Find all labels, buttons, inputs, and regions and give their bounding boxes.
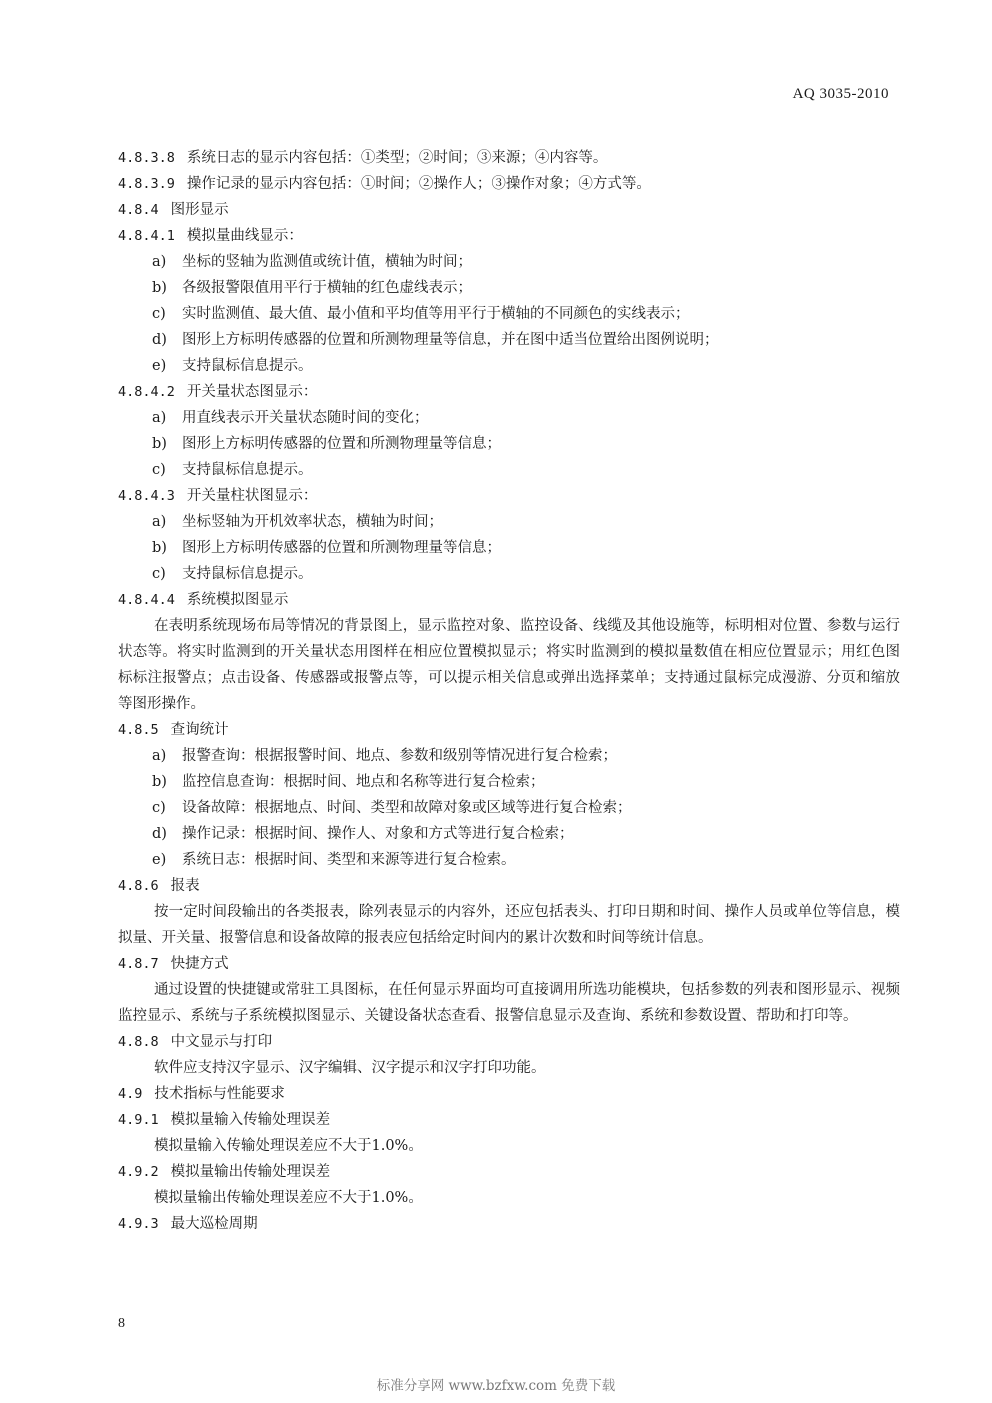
list-marker: c) bbox=[152, 462, 166, 478]
paragraph: 通过设置的快捷键或常驻工具图标，在任何显示界面均可直接调用所选功能模块，包括参数的列表和图形显示、视频监控显示、系统与子系统模拟图显示、关键设备状态查看、报警信息显示及查询、系统和参数设置、帮助和打印等。 bbox=[118, 982, 900, 1024]
list-item bbox=[118, 509, 900, 535]
section-heading bbox=[118, 1029, 900, 1055]
section-title: 模拟量输入传输处理误差 bbox=[170, 1112, 331, 1128]
list-item bbox=[118, 561, 900, 587]
list-item-text: 各级报警限值用平行于横轴的红色虚线表示； bbox=[182, 280, 472, 296]
section-heading bbox=[118, 223, 900, 249]
section-number: 4.8.3.8 bbox=[118, 150, 175, 166]
section-title: 快捷方式 bbox=[170, 956, 229, 972]
section-title: 图形显示 bbox=[170, 202, 229, 218]
list-item-text: 用直线表示开关量状态随时间的变化； bbox=[182, 410, 429, 426]
section-number: 4.8.4.1 bbox=[118, 228, 175, 244]
section-number: 4.8.5 bbox=[118, 722, 159, 738]
list-item-text: 监控信息查询：根据时间、地点和名称等进行复合检索； bbox=[182, 774, 545, 790]
section-title: 技术指标与性能要求 bbox=[154, 1086, 285, 1102]
document-body bbox=[118, 145, 900, 1237]
section-title: 系统日志的显示内容包括：①类型；②时间；③来源；④内容等。 bbox=[186, 150, 608, 166]
section-number: 4.8.4.2 bbox=[118, 384, 175, 400]
standard-code: AQ 3035-2010 bbox=[792, 86, 889, 102]
section-title: 操作记录的显示内容包括：①时间；②操作人；③操作对象；④方式等。 bbox=[186, 176, 651, 192]
list-item-text: 图形上方标明传感器的位置和所测物理量等信息； bbox=[182, 436, 501, 452]
list-marker: c) bbox=[152, 306, 166, 322]
list-item-text: 设备故障：根据地点、时间、类型和故障对象或区域等进行复合检索； bbox=[182, 800, 632, 816]
list-item bbox=[118, 275, 900, 301]
section-heading bbox=[118, 171, 900, 197]
list-marker: b) bbox=[152, 774, 167, 790]
list-item-text: 操作记录：根据时间、操作人、对象和方式等进行复合检索； bbox=[182, 826, 574, 842]
section-number: 4.9.1 bbox=[118, 1112, 159, 1128]
section-number: 4.9 bbox=[118, 1086, 143, 1102]
section-heading bbox=[118, 1211, 900, 1237]
list-item-text: 报警查询：根据报警时间、地点、参数和级别等情况进行复合检索； bbox=[182, 748, 617, 764]
list-item-text: 系统日志：根据时间、类型和来源等进行复合检索。 bbox=[182, 852, 516, 868]
list-marker: b) bbox=[152, 540, 167, 556]
section-number: 4.8.4.3 bbox=[118, 488, 175, 504]
list-item bbox=[118, 743, 900, 769]
section-heading bbox=[118, 951, 900, 977]
list-item bbox=[118, 769, 900, 795]
section-number: 4.8.3.9 bbox=[118, 176, 175, 192]
section-number: 4.9.2 bbox=[118, 1164, 159, 1180]
list-item-text: 支持鼠标信息提示。 bbox=[182, 358, 313, 374]
section-title: 中文显示与打印 bbox=[170, 1034, 273, 1050]
list-item bbox=[118, 301, 900, 327]
list-item-text: 坐标的竖轴为监测值或统计值，横轴为时间； bbox=[182, 254, 472, 270]
section-heading bbox=[118, 873, 900, 899]
list-item-text: 支持鼠标信息提示。 bbox=[182, 566, 313, 582]
list-item bbox=[118, 457, 900, 483]
section-number: 4.8.6 bbox=[118, 878, 159, 894]
section-heading bbox=[118, 1159, 900, 1185]
section-title: 报表 bbox=[170, 878, 200, 894]
section-title: 模拟量曲线显示： bbox=[186, 228, 303, 244]
list-item-text: 图形上方标明传感器的位置和所测物理量等信息，并在图中适当位置给出图例说明； bbox=[182, 332, 719, 348]
list-item bbox=[118, 847, 900, 873]
list-item-text: 实时监测值、最大值、最小值和平均值等用平行于横轴的不同颜色的实线表示； bbox=[182, 306, 690, 322]
section-title: 查询统计 bbox=[170, 722, 229, 738]
section-number: 4.8.4 bbox=[118, 202, 159, 218]
paragraph: 按一定时间段输出的各类报表，除列表显示的内容外，还应包括表头、打印日期和时间、操作人员或单位等信息，模拟量、开关量、报警信息和设备故障的报表应包括给定时间内的累计次数和时间等统计信息。 bbox=[118, 904, 900, 946]
section-title: 模拟量输出传输处理误差 bbox=[170, 1164, 331, 1180]
list-item bbox=[118, 431, 900, 457]
list-item bbox=[118, 795, 900, 821]
list-marker: c) bbox=[152, 566, 166, 582]
list-item bbox=[118, 405, 900, 431]
list-item bbox=[118, 821, 900, 847]
list-marker: a) bbox=[152, 748, 167, 764]
section-title: 开关量柱状图显示： bbox=[186, 488, 318, 504]
section-heading bbox=[118, 197, 900, 223]
section-heading bbox=[118, 145, 900, 171]
section-heading bbox=[118, 587, 900, 613]
watermark-text: 标准分享网 www.bzfxw.com 免费下载 bbox=[376, 1378, 616, 1394]
list-item bbox=[118, 249, 900, 275]
list-marker: a) bbox=[152, 514, 167, 530]
section-number: 4.8.4.4 bbox=[118, 592, 175, 608]
list-marker: d) bbox=[152, 826, 167, 842]
list-marker: d) bbox=[152, 332, 167, 348]
list-item-text: 坐标竖轴为开机效率状态，横轴为时间； bbox=[182, 514, 443, 530]
list-marker: a) bbox=[152, 410, 167, 426]
section-number: 4.8.7 bbox=[118, 956, 159, 972]
section-heading bbox=[118, 483, 900, 509]
list-marker: b) bbox=[152, 436, 167, 452]
list-item-text: 图形上方标明传感器的位置和所测物理量等信息； bbox=[182, 540, 501, 556]
paragraph: 软件应支持汉字显示、汉字编辑、汉字提示和汉字打印功能。 bbox=[154, 1060, 546, 1076]
list-marker: e) bbox=[152, 852, 167, 868]
list-marker: b) bbox=[152, 280, 167, 296]
section-heading bbox=[118, 379, 900, 405]
list-marker: c) bbox=[152, 800, 166, 816]
list-marker: e) bbox=[152, 358, 167, 374]
section-title: 最大巡检周期 bbox=[170, 1216, 258, 1232]
list-item bbox=[118, 327, 900, 353]
list-marker: a) bbox=[152, 254, 167, 270]
list-item bbox=[118, 535, 900, 561]
paragraph: 模拟量输入传输处理误差应不大于1.0%。 bbox=[154, 1138, 423, 1154]
section-heading bbox=[118, 1107, 900, 1133]
list-item-text: 支持鼠标信息提示。 bbox=[182, 462, 313, 478]
section-number: 4.9.3 bbox=[118, 1216, 159, 1232]
section-heading bbox=[118, 1081, 900, 1107]
list-item bbox=[118, 353, 900, 379]
page-number: 8 bbox=[118, 1316, 125, 1331]
section-heading bbox=[118, 717, 900, 743]
section-title: 系统模拟图显示 bbox=[186, 592, 289, 608]
paragraph: 在表明系统现场布局等情况的背景图上，显示监控对象、监控设备、线缆及其他设施等，标明相对位置、参数与运行状态等。将实时监测到的开关量状态用图样在相应位置模拟显示；将实时监测到的模拟量数值在相应位置显示；用红色图标标注报警点；点击设备、传感器或报警点等，可以提示相关信息或弹出选择菜单；支持通过鼠标完成漫游、分页和缩放等图形操作。 bbox=[118, 618, 900, 712]
section-title: 开关量状态图显示： bbox=[186, 384, 318, 400]
section-number: 4.8.8 bbox=[118, 1034, 159, 1050]
paragraph: 模拟量输出传输处理误差应不大于1.0%。 bbox=[154, 1190, 423, 1206]
